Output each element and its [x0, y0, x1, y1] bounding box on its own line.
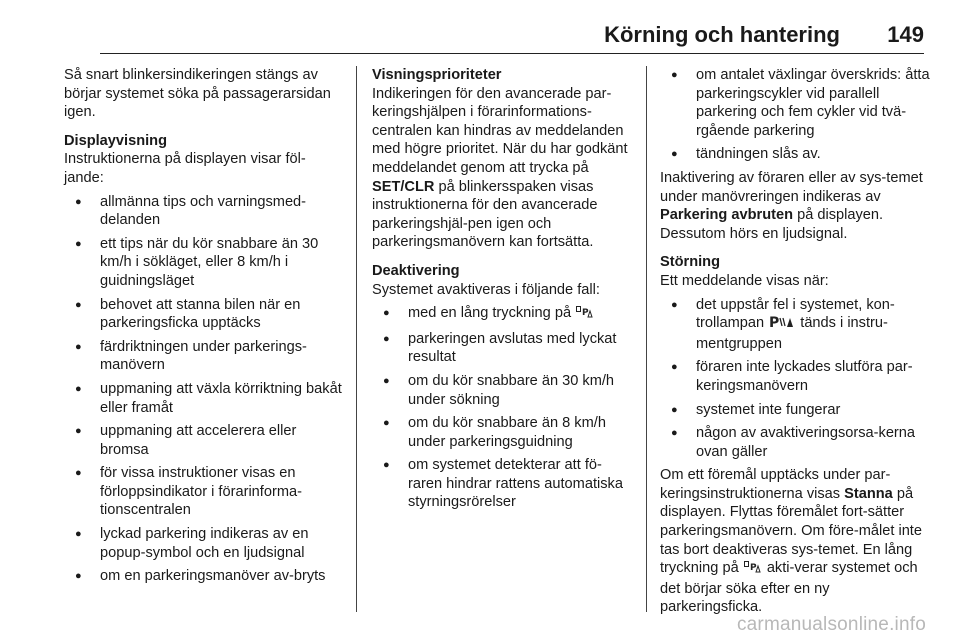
column-3	[660, 66, 932, 617]
list-item: ● lyckad parkering indikeras av en popup-symbol och en ljudsignal	[64, 525, 342, 562]
svg-text:P: P	[582, 308, 589, 319]
intro-paragraph: Så snart blinkersindikeringen stängs av börjar systemet söka på passagerarsidan igen.	[64, 67, 331, 121]
list-item-text: det uppstår fel i systemet, kon-trollampan	[696, 296, 895, 332]
list-item: ● parkeringen avslutas med lyckat resultat	[372, 330, 634, 367]
display-list	[64, 193, 342, 586]
list-item: ● någon av avaktiveringsorsa-kerna ovan gäller	[660, 424, 932, 461]
fault-heading: Störning	[660, 254, 720, 271]
list-item: ● systemet inte fungerar	[660, 401, 932, 420]
list-item: ● om du kör snabbare än 30 km/h under sökning	[372, 372, 634, 409]
priority-heading: Visningsprioriteter	[372, 67, 502, 83]
display-intro: Instruktionerna på displayen visar föl-jande:	[64, 151, 306, 186]
svg-text:P: P	[769, 315, 780, 330]
list-item	[372, 304, 634, 325]
header-rule	[100, 53, 924, 54]
column-divider	[646, 66, 647, 612]
continued-list	[660, 66, 932, 164]
priority-text: Indikeringen för den avancerade par-keringshjälpen i förarinformations-centralen kan hindras av meddelanden med högre prioritet. När du har godkänt meddelandet genom att trycka på	[372, 85, 628, 176]
list-item: ● uppmaning att växla körriktning bakåt eller framåt	[64, 380, 342, 417]
priority-text: på blinkersspaken visas instruktionerna för den avancerade parkeringshjäl-pen igen och parkeringsmanövern kan fortsätta.	[372, 178, 598, 251]
driver-text: på displayen. Dessutom hörs en ljudsignal.	[660, 207, 884, 242]
deactivation-intro: Systemet avaktiveras i följande fall:	[372, 281, 600, 298]
page-header	[0, 0, 960, 62]
fault-list	[660, 296, 932, 462]
list-item-text: tänds i instru-mentgruppen	[696, 315, 888, 352]
obstacle-text: akti-verar systemet och det börjar söka efter en ny parkeringsficka.	[660, 560, 918, 616]
column-divider	[356, 66, 357, 612]
obstacle-paragraph	[660, 466, 932, 617]
deactivation-heading: Deaktivering	[372, 262, 460, 279]
list-item: ● föraren inte lyckades slutföra par-keringsmanövern	[660, 358, 932, 395]
parking-warning-icon	[769, 315, 795, 335]
list-item: ● behovet att stanna bilen när en parkeringsficka upptäcks	[64, 296, 342, 333]
priority-paragraph	[372, 85, 634, 252]
obstacle-text: Om ett föremål upptäcks under par-keringsinstruktionerna visas	[660, 467, 891, 502]
list-item: ● om en parkeringsmanöver av-bryts	[64, 567, 342, 586]
list-item: ● färdriktningen under parkerings-manövern	[64, 338, 342, 375]
column-1	[64, 66, 342, 591]
fault-intro: Ett meddelande visas när:	[660, 272, 829, 289]
obstacle-text: på displayen. Flyttas föremålet fort-sätter parkeringsmanövern. Om före-målet inte tas bort deaktiveras sys-temet. En lång tryckning på	[660, 485, 922, 577]
driver-text: Inaktivering av föraren eller av sys-temet under manövreringen indikeras av	[660, 169, 923, 205]
list-item: ● uppmaning att accelerera eller bromsa	[64, 422, 342, 459]
driver-paragraph	[660, 169, 932, 243]
list-item: ● om du kör snabbare än 8 km/h under parkeringsguidning	[372, 414, 634, 451]
parking-assist-icon	[576, 306, 594, 325]
watermark: carmanualsonline.info	[736, 614, 926, 635]
list-item	[660, 296, 932, 354]
list-item: ● för vissa instruktioner visas en förloppsindikator i förarinforma-tionscentralen	[64, 464, 342, 520]
display-heading: Displayvisning	[64, 132, 167, 149]
deactivation-list	[372, 304, 634, 512]
section-title: Körning och hantering	[604, 22, 840, 47]
list-item: ● om systemet detekterar att fö-raren hindrar rattens automatiska styrningsrörelser	[372, 456, 634, 512]
list-item: ● ett tips när du kör snabbare än 30 km/h i sökläget, eller 8 km/h i guidningsläget	[64, 235, 342, 291]
parking-assist-icon	[744, 561, 762, 580]
stop-label: Stanna	[844, 485, 893, 502]
list-item: ● tändningen slås av.	[660, 145, 932, 164]
set-clr-label: SET/CLR	[372, 178, 435, 195]
list-item: ● allmänna tips och varningsmed-delanden	[64, 193, 342, 230]
svg-text:P: P	[749, 563, 757, 574]
parking-aborted-label: Parkering avbruten	[660, 207, 794, 224]
page-number: 149	[887, 22, 924, 47]
list-item: ● om antalet växlingar överskrids: åtta parkeringscykler vid parallell parkering och fem cykler vid tvä-rgående parkering	[660, 66, 932, 140]
list-item-text: med en lång tryckning på	[408, 305, 572, 322]
column-2	[372, 66, 634, 517]
